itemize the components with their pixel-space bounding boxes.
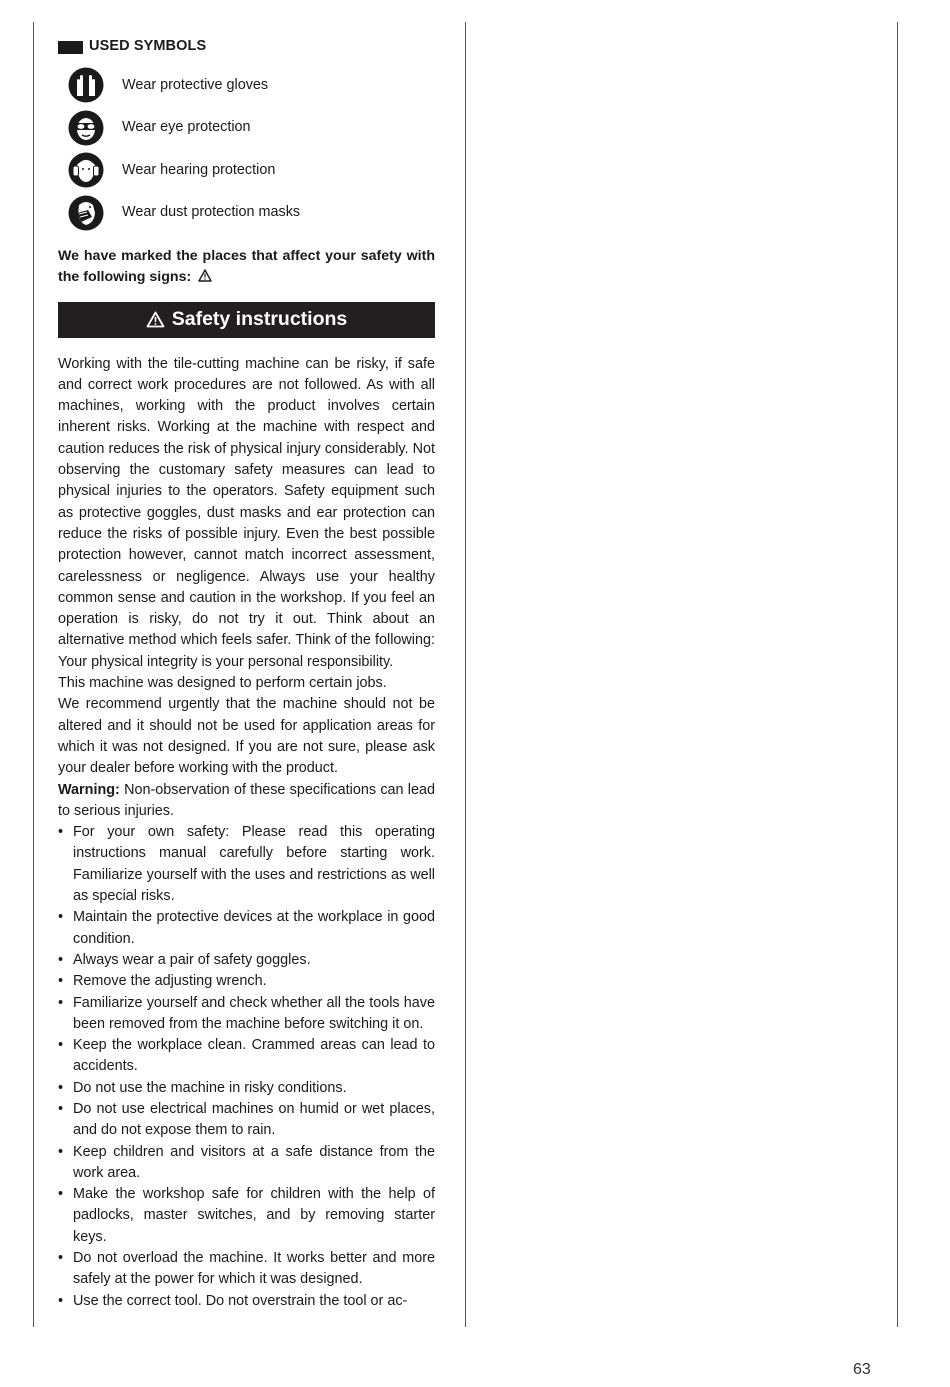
list-item: • Do not use electrical machines on humid or wet places, and do not expose them to rain. [58,1099,435,1142]
paragraph: We recommend urgently that the machine should not be altered and it should not be used for application areas for which it was not designed. If you are not sure, please ask your dealer before working with the product. [58,696,435,777]
safety-bullet-list [58,822,435,1312]
dust-mask-icon [68,195,104,231]
gloves-icon [68,67,104,103]
left-column-rule [33,22,34,1327]
warning-paragraph [58,780,435,823]
paragraph: This machine was designed to perform certain jobs. [58,675,387,692]
safety-body [58,354,435,1312]
list-item: • Always wear a pair of safety goggles. [58,950,435,971]
list-item: • Make the workshop safe for children with the help of padlocks, master switches, and by removing starter keys. [58,1184,435,1248]
list-item: • Keep children and visitors at a safe distance from the work area. [58,1142,435,1185]
list-item: • Familiarize yourself and check whether all the tools have been removed from the machine before switching it on. [58,993,435,1036]
list-item: • Do not overload the machine. It works better and more safely at the power for which it was designed. [58,1248,435,1291]
left-column [58,36,435,1312]
safety-sign-intro-text: We have marked the places that affect your safety with the following signs: [58,248,435,286]
center-column-rule [465,22,466,1327]
warning-text: Non-observation of these specifications can lead to serious injuries. [58,781,435,819]
safety-instructions-title: Safety instructions [171,307,348,330]
symbol-label: Wear protective gloves [122,76,269,93]
ear-protection-icon [68,152,104,188]
list-item: • Maintain the protective devices at the workplace in good condition. [58,907,435,950]
warning-label: Warning: [58,781,120,798]
symbol-label: Wear dust protection masks [122,204,301,221]
list-item: • Remove the adjusting wrench. [58,971,435,992]
symbol-item-dust-mask [58,192,435,235]
symbol-list [58,64,435,234]
list-item: • Keep the workplace clean. Crammed areas can lead to accidents. [58,1035,435,1078]
symbol-label: Wear eye protection [122,119,251,136]
page-number: 63 [853,1361,871,1378]
heading-marker [58,41,83,54]
safety-instructions-banner [58,302,435,338]
symbol-item-hearing [58,149,435,192]
warning-triangle-icon [198,268,212,289]
symbol-item-goggles [58,107,435,150]
right-column-rule [897,22,898,1327]
warning-triangle-icon [146,311,165,328]
safety-sign-intro [58,246,435,290]
list-item: • For your own safety: Please read this operating instructions manual carefully before starting work. Familiarize yourself with the uses and restrictions as well as special risks. [58,822,435,907]
list-item: • Do not use the machine in risky conditions. [58,1078,435,1099]
goggles-icon [68,110,104,146]
symbol-label: Wear hearing protection [122,161,276,178]
used-symbols-heading-text: USED SYMBOLS [89,38,207,55]
symbol-item-gloves [58,64,435,107]
paragraph: Working with the tile-cutting machine can be risky, if safe and correct work procedures are not followed. As with all machines, working with the product involves certain inherent risks. Working at the machine with respect and caution reduces the risk of physical injury considerably. Not observing the customary safety measures can lead to physical injuries to the operators. Safety equipment such as protective goggles, dust masks and ear protection can reduce the risks of possible injury. Even the best possible protection however, cannot match incorrect assessment, carelessness or negligence. Always use your healthy common sense and caution in the workshop. If you feel an operation is risky, do not try it out. Think about an alternative method which feels safer. Think of the following: Your physical integrity is your personal responsibility. [58,355,435,670]
list-item: • Use the correct tool. Do not overstrain the tool or ac- [58,1291,435,1312]
used-symbols-heading [58,36,435,58]
